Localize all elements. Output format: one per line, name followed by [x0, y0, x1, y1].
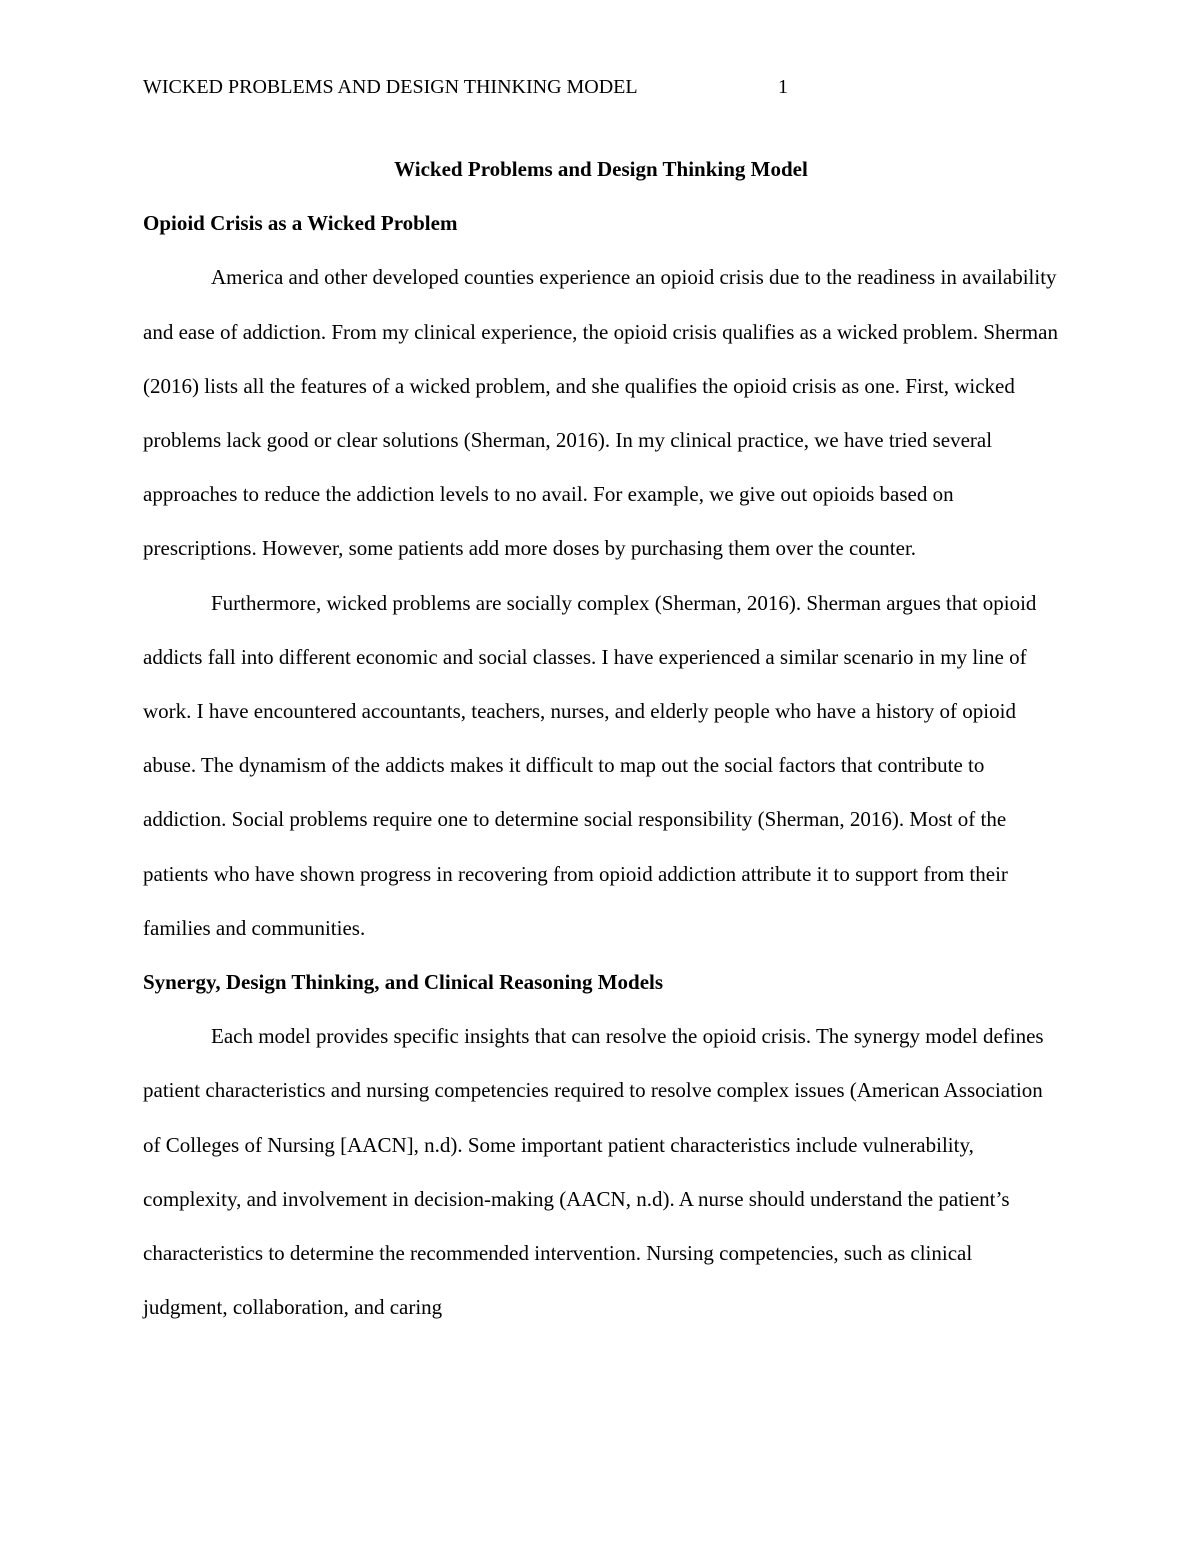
- paragraph-synergy-model: Each model provides specific insights that can resolve the opioid crisis. The synergy model defines patient characteristics and nursing competencies required to resolve complex issues (American Association of Colleges of Nursing [AACN], n.d). Some important patient characteristics include vulnerability, complexity, and involvement in decision-making (AACN, n.d). A nurse should understand the patient’s characteristics to determine the recommended intervention. Nursing competencies, such as clinical judgment, collaboration, and caring: [143, 1024, 1044, 1320]
- paragraph-opioid-crisis-intro: America and other developed counties experience an opioid crisis due to the readiness in availability and ease of addiction. From my clinical experience, the opioid crisis qualifies as a wicked problem. Sherman (2016) lists all the features of a wicked problem, and she qualifies the opioid crisis as one. First, wicked problems lack good or clear solutions (Sherman, 2016). In my clinical practice, we have tried several approaches to reduce the addiction levels to no avail. For example, we give out opioids based on prescriptions. However, some patients add more doses by purchasing them over the counter.: [143, 265, 1058, 561]
- section-heading-models: Synergy, Design Thinking, and Clinical Reasoning Models: [143, 970, 664, 995]
- document-body: [143, 142, 1059, 1334]
- section-heading-opioid-crisis: Opioid Crisis as a Wicked Problem: [143, 211, 458, 236]
- page-number: 1: [778, 76, 788, 98]
- running-head: WICKED PROBLEMS AND DESIGN THINKING MODEL: [143, 76, 638, 98]
- paragraph-social-complexity: Furthermore, wicked problems are socially complex (Sherman, 2016). Sherman argues that opioid addicts fall into different economic and social classes. I have experienced a similar scenario in my line of work. I have encountered accountants, teachers, nurses, and elderly people who have a history of opioid abuse. The dynamism of the addicts makes it difficult to map out the social factors that contribute to addiction. Social problems require one to determine social responsibility (Sherman, 2016). Most of the patients who have shown progress in recovering from opioid addiction attribute it to support from their families and communities.: [143, 590, 1037, 940]
- document-title: Wicked Problems and Design Thinking Model: [394, 157, 808, 181]
